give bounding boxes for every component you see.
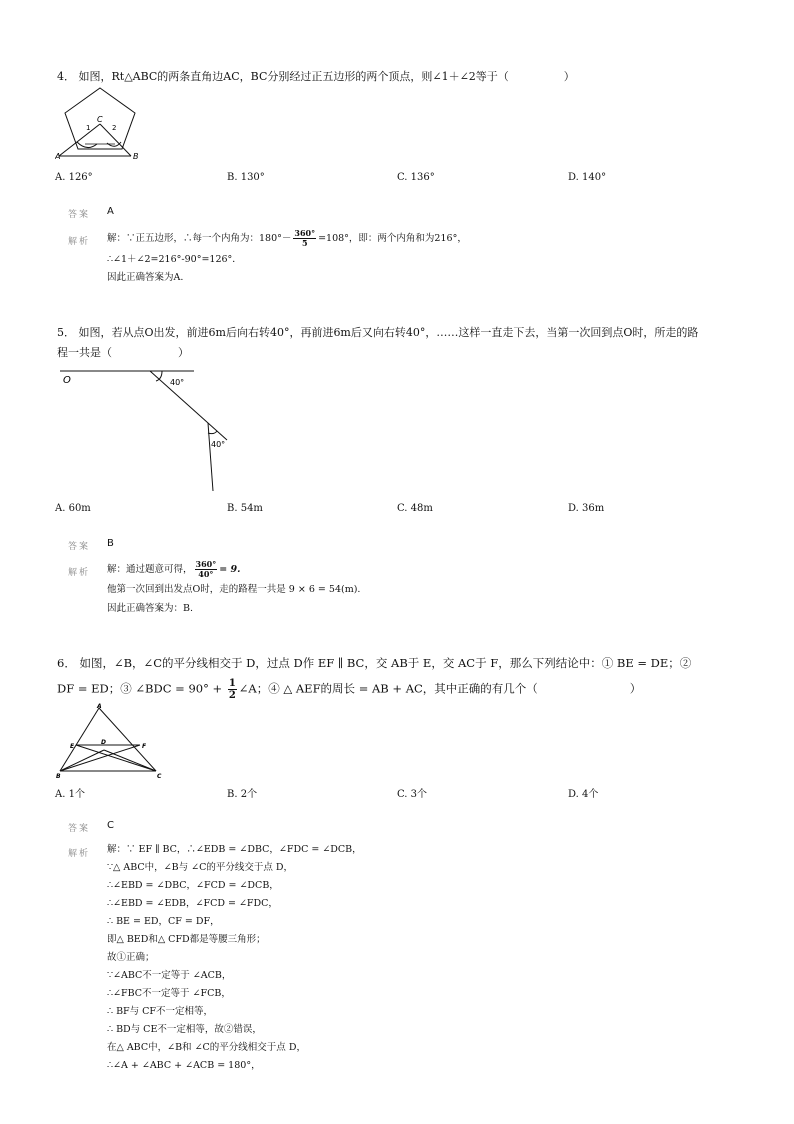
q6-solution-line: 解：∵ EF ∥ BC，∴∠EDB = ∠DBC，∠FDC = ∠DCB， [107,844,362,855]
q6-solution-line: 故①正确； [107,952,155,963]
angle-arc-1 [156,371,162,381]
q6-solution-line: ∴∠EBD = ∠EDB，∠FCD = ∠FDC， [107,898,278,909]
q4-answer-label: 答案 [68,210,91,220]
fig4-label-c: C [97,115,103,124]
q6-solution-line: 在△ ABC中，∠B和 ∠C的平分线相交于点 D， [107,1042,306,1053]
fig6-label-d: D [101,739,106,746]
path-segment-2 [150,371,227,440]
triangle-side-ac [59,124,100,156]
q6-solution-line: ∵∠ABC不一定等于 ∠ACB， [107,970,232,981]
fig5-label-o: O [63,375,71,386]
q4-fraction: $\frac{360^\circ}{5}$ [294,228,316,248]
q5-figure [58,363,238,498]
q5-answer-label: 答案 [68,542,91,552]
fig4-label-2: 2 [112,124,117,132]
q5-answer-value: B [107,538,114,549]
q6-solution-line: ∴ BF与 CF不一定相等， [107,1006,214,1017]
q6-option-a: A. 1个 [55,789,85,800]
q4-option-b: B. 130° [227,172,265,183]
fig4-label-a: A [55,152,61,161]
q6-solution-block [107,841,362,1075]
q5-solution-label: 解析 [68,568,91,578]
fig5-angle-label-1: 40° [170,378,185,387]
q5-stem-line-2: 程一共是（ ） [57,346,189,359]
q6-fraction: $\frac{1}{2}$ [228,678,236,701]
fig4-label-1: 1 [86,124,91,132]
fig6-label-e: E [70,743,75,750]
angle-1-arc [77,142,97,148]
q4-option-d: D. 140° [568,172,607,183]
q4-solution-label: 解析 [68,237,91,247]
q5-stem-line-1: 5． 如图，若从点O出发，前进6m后向右转40°，再前进6m后又向右转40°，……这样一直走下去，当第一次回到点O时，所走的路 [57,326,699,339]
q6-option-b: B. 2个 [227,789,258,800]
fig6-label-c: C [157,773,162,780]
q6-answer-value: C [107,820,114,831]
q5-solution-line-3: 因此正确答案为：B. [107,603,194,614]
q4-option-a: A. 126° [55,172,93,183]
q6-solution-line: ∴∠FBC不一定等于 ∠FCB， [107,988,231,999]
fig6-label-b: B [56,773,61,780]
bisector-cd [104,750,156,771]
angle-arc-2 [208,431,217,434]
q4-solution-line-3: 因此正确答案为A. [107,272,184,283]
q6-solution-label: 解析 [68,849,91,859]
fig5-angle-label-2: 40° [211,440,226,449]
q6-solution-line: 即△ BED和△ CFD都是等腰三角形； [107,934,266,945]
q6-figure [56,702,168,780]
q4-solution-line-1: 解：∵正五边形，∴每一个内角为：180°－ $\frac{360^\circ}{5}$ =108°，即：两个内角和为216°， [107,228,467,248]
q6-stem-line-2: DF = ED；③ ∠BDC = 90° + $\frac{1}{2}$ ∠A；④ △ AEF的周长 = AB + AC，其中正确的有几个（ ） [57,678,642,701]
q4-answer-value: A [107,206,114,217]
q6-stem-line-1: 6． 如图，∠B，∠C的平分线相交于 D，过点 D作 EF ∥ BC，交 AB于 E，交 AC于 F，那么下列结论中：① BE = DE；② [57,656,692,670]
q5-option-c: C. 48m [397,503,433,514]
q4-stem: 4． 如图，Rt△ABC的两条直角边AC，BC分别经过正五边形的两个顶点，则∠1＋∠2等于（ ） [57,70,575,83]
q4-solution-line-2: ∴∠1＋∠2=216°-90°=126°． [107,254,242,265]
fig6-label-a: A [97,703,102,710]
q6-solution-line: ∴ BE = ED，CF = DF， [107,916,220,927]
q5-option-d: D. 36m [568,503,605,514]
fig4-label-b: B [133,152,139,161]
q4-option-c: C. 136° [397,172,435,183]
q6-solution-line: ∴∠EBD = ∠DBC，∠FCD = ∠DCB， [107,880,279,891]
q5-option-b: B. 54m [227,503,263,514]
q4-figure [55,86,145,164]
fig6-label-f: F [142,743,147,750]
q6-solution-line: ∴ BD与 CE不一定相等，故②错误， [107,1024,262,1035]
q5-option-a: A. 60m [55,503,91,514]
q5-fraction: $\frac{360^\circ}{40^\circ}$ [195,559,217,579]
q6-option-c: C. 3个 [397,789,428,800]
q5-solution-line-1: 解：通过题意可得， $\frac{360^\circ}{40^\circ}$ = 9. [107,559,241,579]
q5-solution-line-2: 他第一次回到出发点O时，走的路程一共是 9 × 6 = 54(m). [107,584,361,595]
q6-solution-line: ∵△ ABC中，∠B与 ∠C的平分线交于点 D， [107,862,293,873]
q6-solution-line: ∴∠A + ∠ABC + ∠ACB = 180°， [107,1060,261,1071]
q6-answer-label: 答案 [68,824,91,834]
q6-option-d: D. 4个 [568,789,599,800]
